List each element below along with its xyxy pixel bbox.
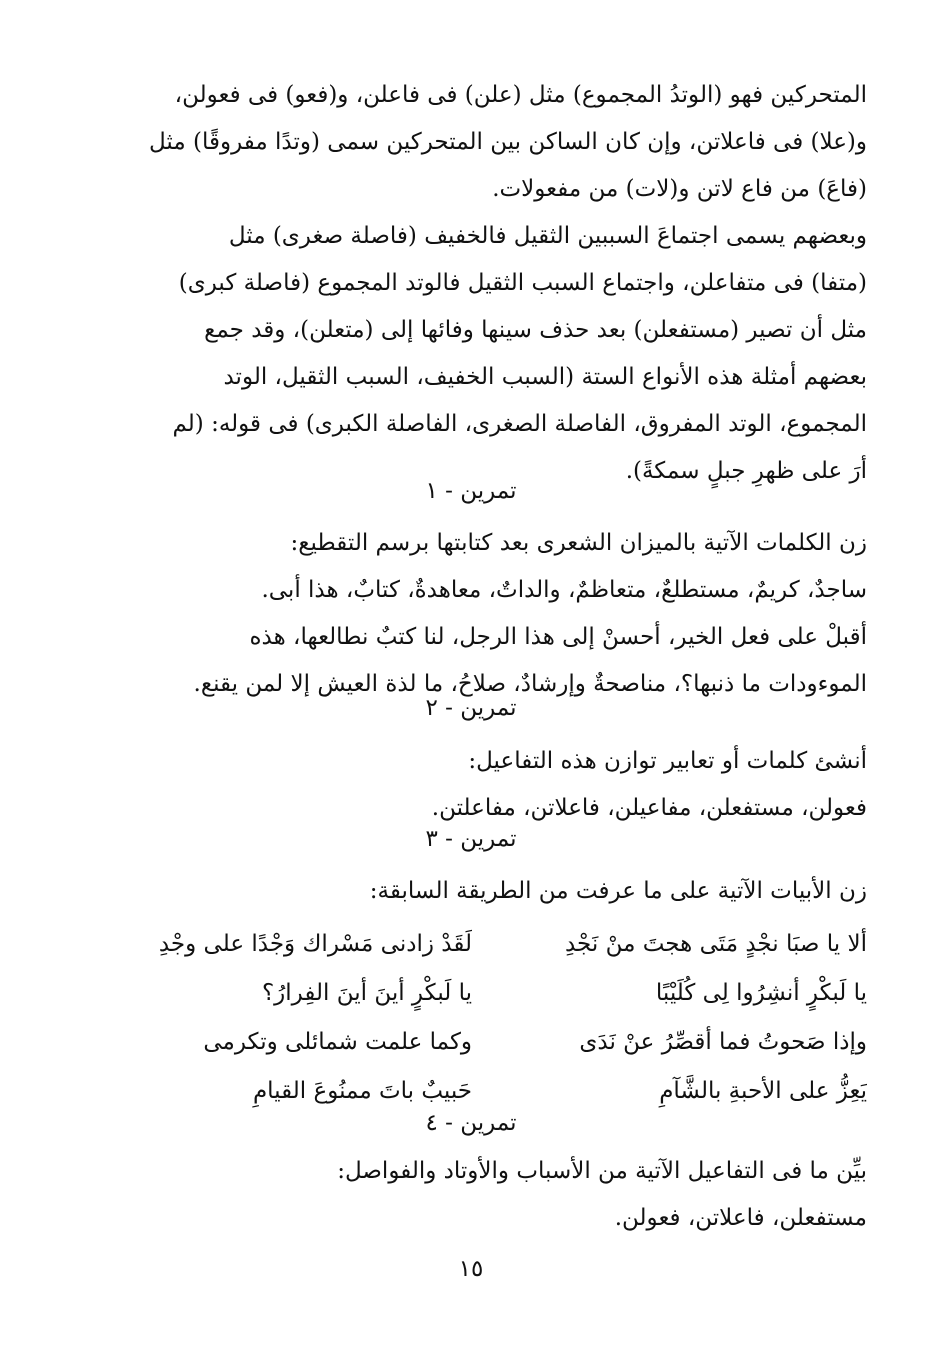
exercise-1-title: تمرين - ١ [425, 478, 517, 504]
text-line: (متفا) فى متفاعلن، واجتماع السبب الثقيل فالوتد المجموع (فاصلة كبرى) [178, 270, 867, 296]
exercise-4-title: تمرين - ٤ [425, 1110, 517, 1136]
verse-row [122, 969, 867, 1018]
exercise-instruction: زن الكلمات الآتية بالميزان الشعرى بعد كتابتها برسم التقطيع: [290, 530, 867, 556]
text-line: المتحركين فهو (الوتدُ المجموع) مثل (علن) فى فاعلن، و(فعو) فى فعولن، [174, 82, 867, 108]
verse-second-hemistich: وكما علمت شمائلى وتكرمى [203, 1029, 472, 1055]
text-line: و(علا) فى فاعلاتن، وإن كان الساكن بين المتحركين سمى (وتدًا مفروقًا) مثل [149, 129, 867, 155]
exercise-4-body [129, 1148, 867, 1242]
verse-first-hemistich: ألا يا صبَا نجْدٍ مَتَى هجتَ منْ نَجْدِ [564, 931, 867, 957]
page-number: ١٥ [458, 1256, 484, 1282]
body-paragraph [129, 213, 867, 495]
exercise-2-title: تمرين - ٢ [425, 695, 517, 721]
text-line: فعولن، مستفعلن، مفاعيلن، فاعلاتن، مفاعلتن. [431, 795, 867, 821]
text-line: الموءودات ما ذنبها؟، مناصحةٌ وإرشادٌ، صلاحُ، ما لذة العيش إلا لمن يقنع. [193, 671, 867, 697]
verse-second-hemistich: حَبيبٌ باتَ ممنُوعَ القيامِ [252, 1078, 472, 1104]
verses-block [122, 920, 867, 1116]
intro-paragraph [129, 72, 867, 213]
text-line: بعضهم أمثلة هذه الأنواع الستة (السبب الخفيف، السبب الثقيل، الوتد [223, 364, 867, 390]
verse-first-hemistich: وإذا صَحوتُ فما أقصِّرُ عنْ نَدَى [579, 1029, 867, 1055]
exercise-3-title: تمرين - ٣ [425, 826, 517, 852]
text-line: المجموع، الوتد المفروق، الفاصلة الصغرى، الفاصلة الكبرى) فى قوله: (لم [172, 411, 867, 437]
text-line: (فاعَ) من فاع لاتن و(لات) من مفعولات. [492, 176, 867, 202]
text-line: وبعضهم يسمى اجتماعَ السببين الثقيل فالخفيف (فاصلة صغرى) مثل [228, 223, 867, 249]
text-line: مستفعلن، فاعلاتن، فعولن. [614, 1205, 867, 1231]
verse-row [122, 1067, 867, 1116]
text-line: مثل أن تصير (مستفعلن) بعد حذف سينها وفائها إلى (متعلن)، وقد جمع [204, 317, 867, 343]
text-line: أقبلْ على فعل الخير، أحسنْ إلى هذا الرجل، لنا كتبٌ نطالعها، هذه [249, 624, 867, 650]
verse-first-hemistich: يا لَبكْرٍ أنشِرُوا لِى كُلَيْبًا [655, 980, 867, 1006]
exercise-instruction: بيِّن ما فى التفاعيل الآتية من الأسباب والأوتاد والفواصل: [337, 1158, 867, 1184]
verse-first-hemistich: يَعِزُّ على الأحبةِ بالشَّآمِ [659, 1078, 867, 1104]
text-line: أرَ على ظهرِ جبلٍ سمكةً). [625, 458, 867, 484]
exercise-3-instruction: زن الأبيات الآتية على ما عرفت من الطريقة السابقة: [369, 878, 867, 904]
verse-row [122, 1018, 867, 1067]
exercise-2-body [129, 738, 867, 832]
exercise-instruction: أنشئ كلمات أو تعابير توازن هذه التفاعيل: [468, 748, 867, 774]
exercise-1-body [129, 520, 867, 708]
verse-row [122, 920, 867, 969]
verse-second-hemistich: يا لَبكْرٍ أينَ أينَ الفِرارُ؟ [261, 980, 472, 1006]
text-line: ساجدٌ، كريمٌ، مستطلعٌ، متعاظمٌ، والداتٌ، معاهدةٌ، كتابٌ، هذا أبى. [261, 577, 867, 603]
verse-second-hemistich: لَقَدْ زادنى مَسْراك وَجْدًا على وجْدِ [158, 931, 472, 957]
